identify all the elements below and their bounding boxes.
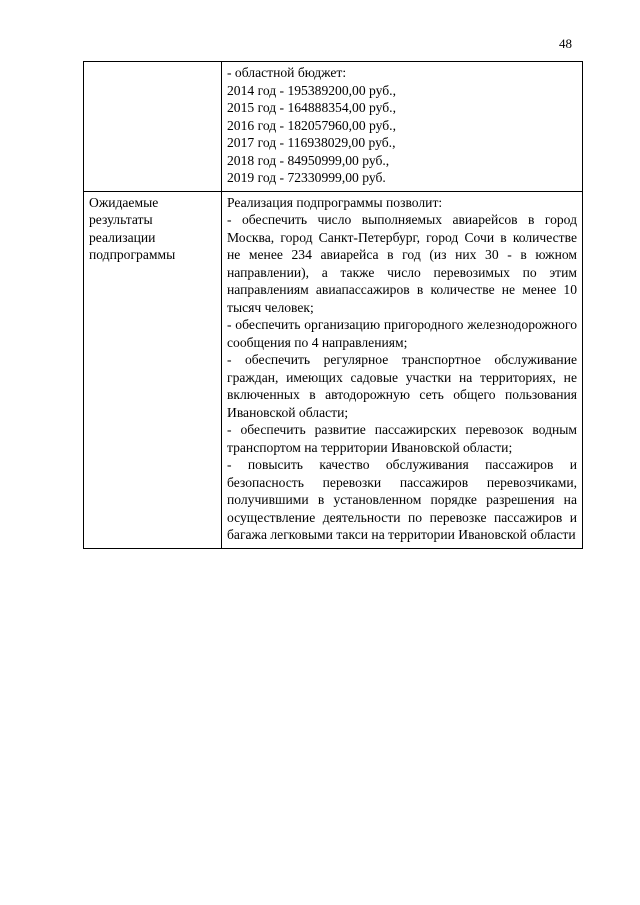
funding-label-cell: [84, 62, 222, 192]
funding-line: 2015 год - 164888354,00 руб.,: [227, 100, 396, 115]
label-line: подпрограммы: [89, 247, 176, 262]
result-item-taxi: - повысить качество обслуживания пассажиров и безопасность перевозки пассажиров перевозчиками, получившими в установленном порядке разрешения на осуществление деятельности по перевозке пассажиров и багажа легковыми такси на территории Ивановской области: [227, 457, 577, 542]
result-item-water-transport: - обеспечить развитие пассажирских перевозок водным транспортом на территории Ивановской области;: [227, 422, 577, 455]
page-number: 48: [559, 36, 572, 51]
result-item-flights: - обеспечить число выполняемых авиарейсов в город Москва, город Санкт-Петербург, город Сочи в количестве не менее 234 авиарейса в год (из них 30 - в южном направлении), а также число перевозимых по этим направлениям авиапассажиров в количестве не менее 10 тысяч человек;: [227, 212, 577, 315]
passport-table: [83, 61, 583, 549]
label-line: Ожидаемые: [89, 194, 159, 210]
funding-line: - областной бюджет:: [227, 65, 347, 80]
expected-results-label-cell: [84, 191, 222, 548]
funding-line: 2016 год - 182057960,00 руб.,: [227, 117, 396, 133]
result-item-garden-transport: - обеспечить регулярное транспортное обслуживание граждан, имеющих садовые участки на территориях, не включенных в автодорожную сеть общего пользования Ивановской области;: [227, 352, 577, 420]
results-intro: Реализация подпрограммы позволит:: [227, 194, 443, 210]
funding-line: 2018 год - 84950999,00 руб.,: [227, 152, 390, 168]
result-item-rail: - обеспечить организацию пригородного железнодорожного сообщения по 4 направлениям;: [227, 317, 577, 350]
label-line: реализации: [89, 229, 156, 245]
label-line: результаты: [89, 212, 153, 227]
funding-line: 2019 год - 72330999,00 руб.: [227, 170, 386, 185]
table-row-funding: [84, 62, 583, 192]
funding-line: 2017 год - 116938029,00 руб.,: [227, 135, 396, 150]
funding-line: 2014 год - 195389200,00 руб.,: [227, 82, 396, 98]
funding-values-cell: [222, 62, 583, 192]
expected-results-cell: [222, 191, 583, 548]
table-row-expected-results: [84, 191, 583, 548]
